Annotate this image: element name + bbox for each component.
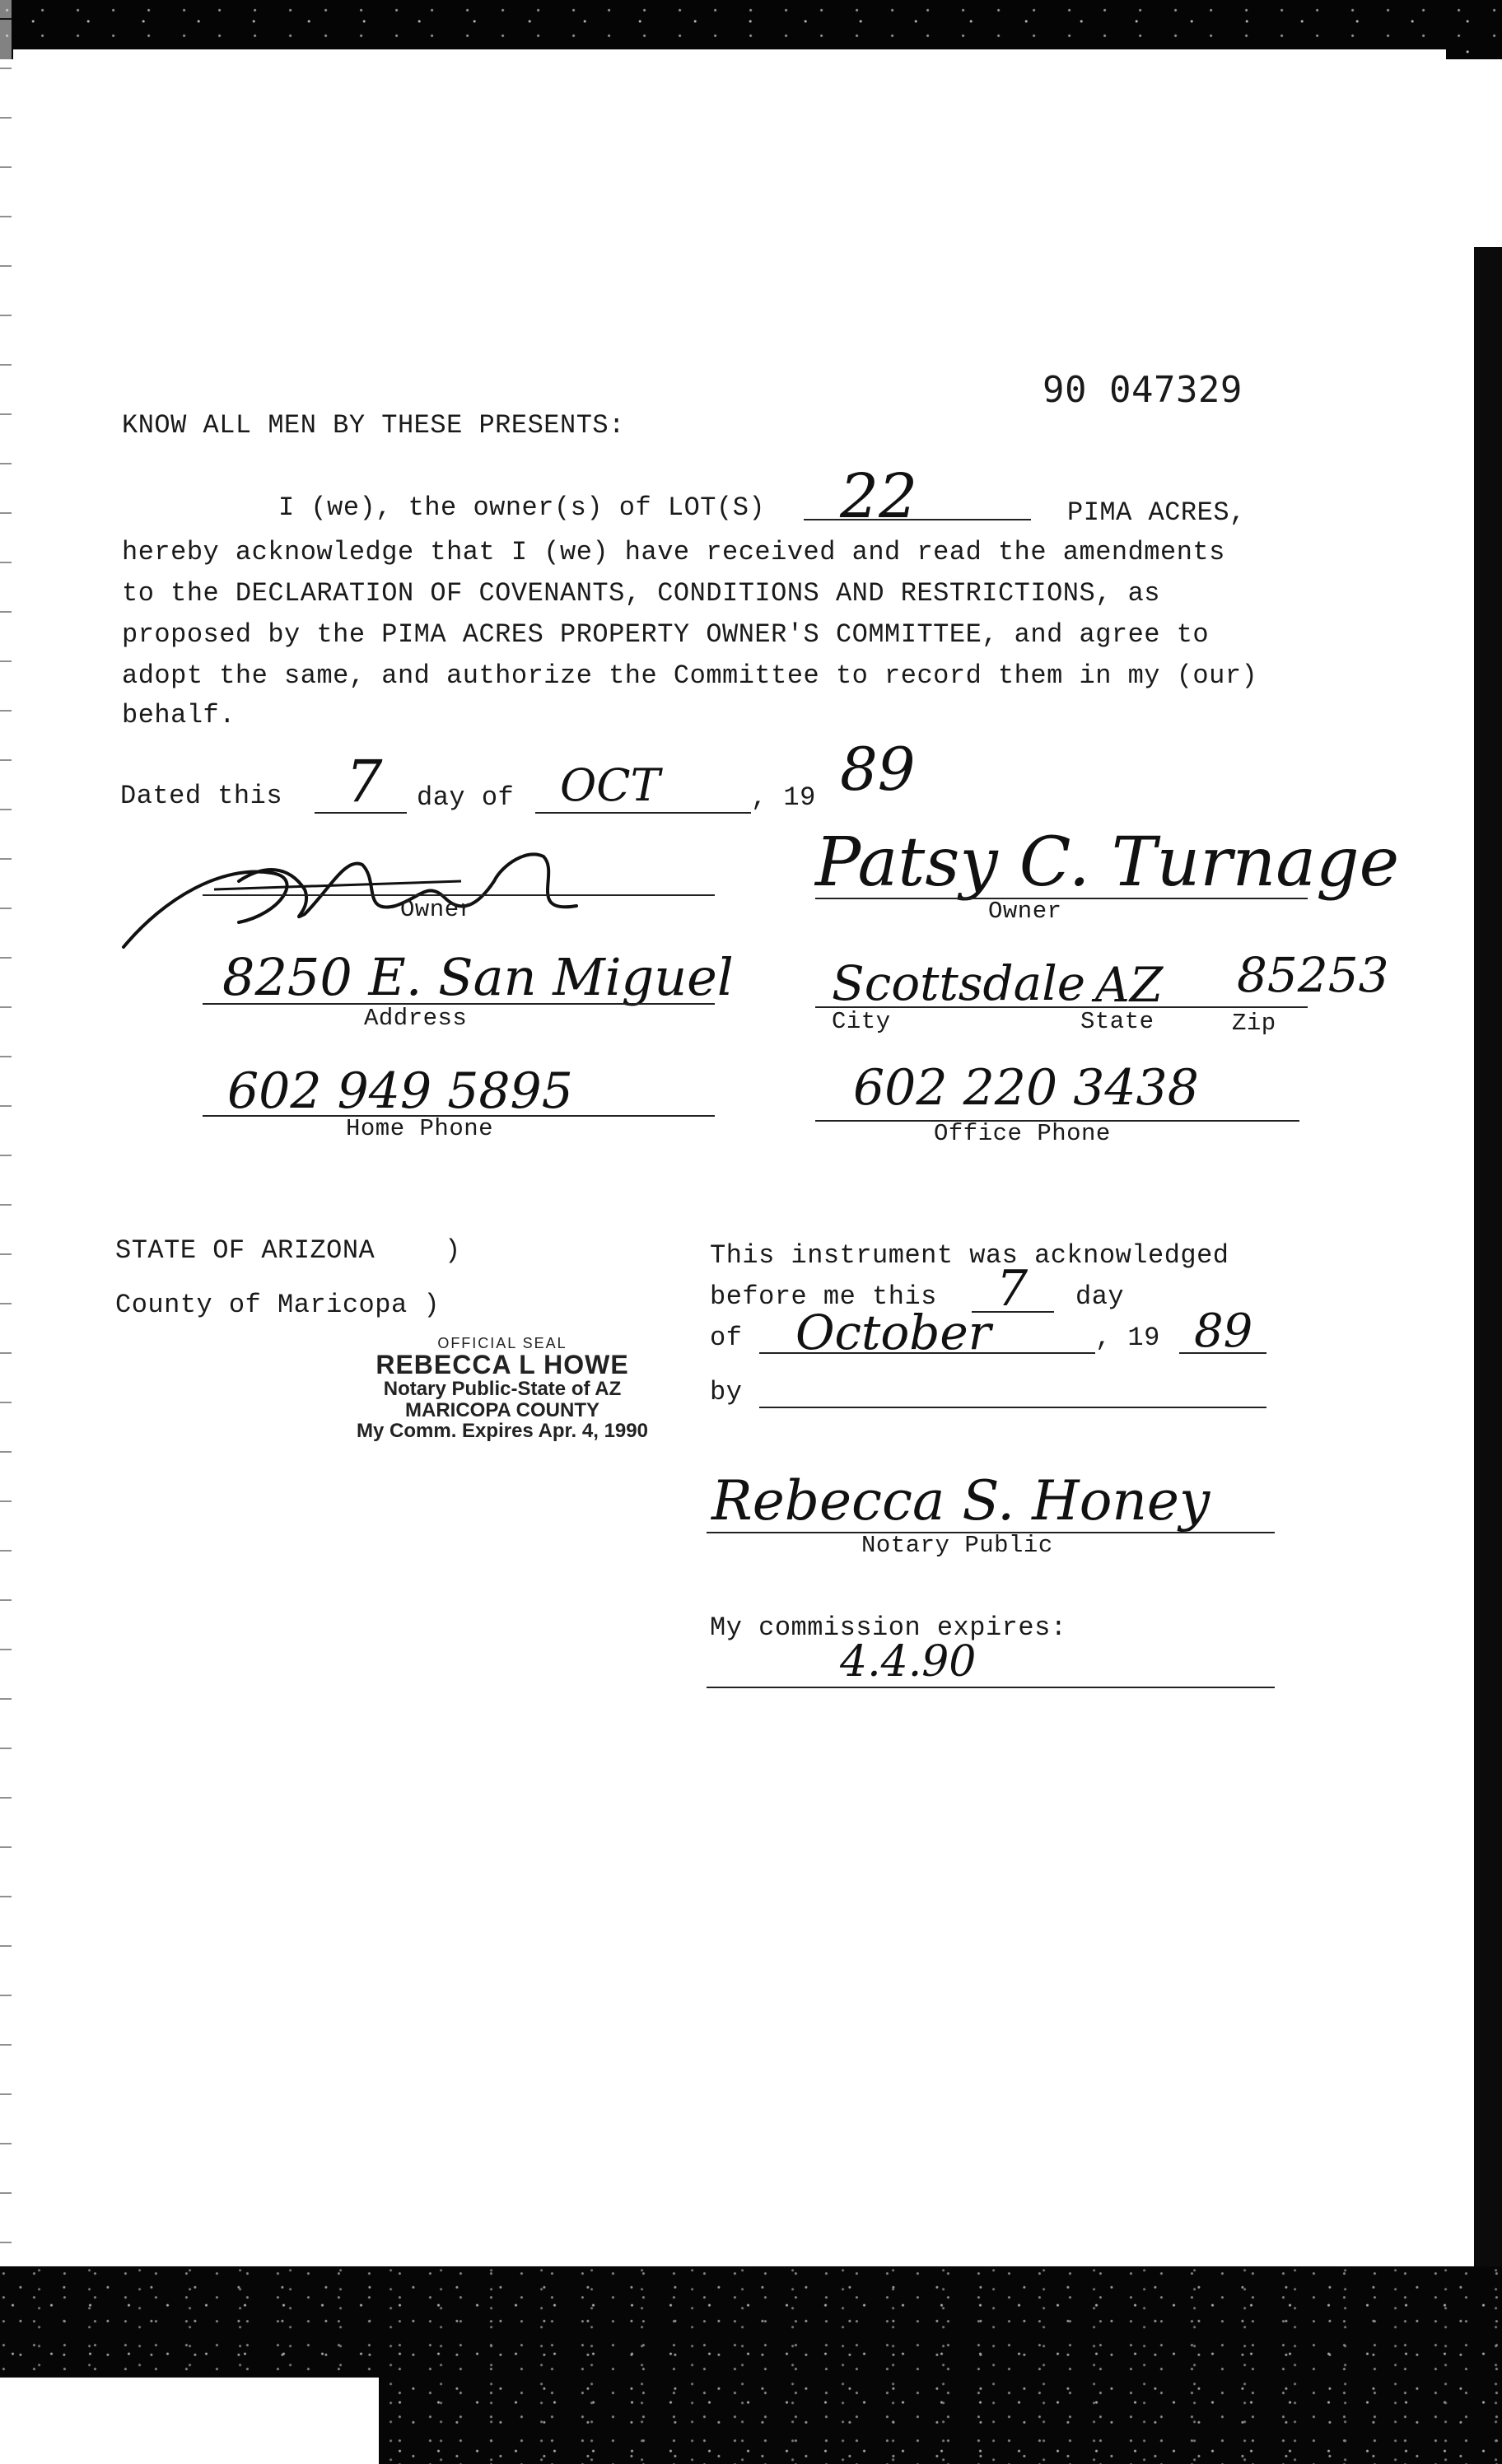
zip-label: Zip (1232, 1010, 1276, 1037)
dated-day-of: day of (417, 782, 515, 813)
home-phone-handwritten: 602 949 5895 (227, 1062, 573, 1120)
state-paren: ) (445, 1235, 461, 1266)
recording-number: 90 047329 (1043, 369, 1243, 411)
notary-signature: Rebecca S. Honey (711, 1469, 1210, 1533)
commission-label: My commission expires: (710, 1612, 1067, 1643)
ack-year-handwritten: 89 (1194, 1304, 1253, 1358)
body-line2: hereby acknowledge that I (we) have received and read the amendments (122, 537, 1225, 567)
commission-value-handwritten: 4.4.90 (840, 1637, 977, 1687)
body-line6: behalf. (122, 700, 236, 730)
commission-line (707, 1687, 1275, 1688)
ack-day-handwritten: 7 (996, 1260, 1029, 1318)
address-label: Address (364, 1005, 468, 1032)
scan-border-left (0, 0, 12, 2464)
county-of-maricopa: County of Maricopa ) (115, 1290, 441, 1320)
body-line5: adopt the same, and authorize the Committee to record them in my (our) (122, 660, 1258, 691)
ack-line1: This instrument was acknowledged (710, 1240, 1229, 1271)
scan-border-right (1474, 247, 1502, 2464)
address-handwritten: 8250 E. San Miguel (222, 947, 734, 1007)
seal-line3: Notary Public-State of AZ (383, 1378, 622, 1401)
state-handwritten: AZ (1095, 957, 1164, 1013)
scan-border-top-gap (13, 49, 1446, 66)
dated-prefix: Dated this (120, 781, 283, 811)
ack-month-handwritten: October (795, 1304, 991, 1360)
state-of-arizona: STATE OF ARIZONA (115, 1235, 376, 1266)
office-phone-label: Office Phone (934, 1120, 1111, 1147)
lot-number-handwritten: 22 (840, 461, 918, 532)
owner-2-signature: Patsy C. Turnage (815, 824, 1400, 902)
city-label: City (832, 1008, 891, 1035)
zip-handwritten: 85253 (1237, 947, 1389, 1003)
home-phone-label: Home Phone (346, 1115, 494, 1142)
dated-month-handwritten: OCT (560, 759, 660, 811)
seal-line5: My Comm. Expires Apr. 4, 1990 (357, 1419, 648, 1442)
ack-line3-b: , 19 (1095, 1323, 1160, 1353)
body-line1-a: I (we), the owner(s) of LOT(S) (278, 492, 766, 523)
seal-line4: MARICOPA COUNTY (405, 1398, 599, 1421)
by-label: by (710, 1377, 743, 1407)
office-phone-handwritten: 602 220 3438 (853, 1059, 1199, 1117)
heading: KNOW ALL MEN BY THESE PRESENTS: (122, 410, 625, 441)
dated-year-prefix: , 19 (751, 782, 816, 813)
dated-day-handwritten: 7 (346, 748, 383, 815)
scan-bottom-label-area (0, 2378, 379, 2464)
ack-line2-a: before me this (710, 1281, 937, 1312)
body-line1-b: PIMA ACRES, (1067, 497, 1246, 528)
city-handwritten: Scottsdale (832, 955, 1086, 1011)
body-line4: proposed by the PIMA ACRES PROPERTY OWNER'S COMMITTEE, and agree to (122, 619, 1210, 650)
ack-line3-a: of (710, 1323, 743, 1353)
owner-2-label: Owner (988, 898, 1062, 925)
by-line (759, 1407, 1266, 1408)
state-label: State (1080, 1008, 1154, 1035)
seal-line2: REBECCA L HOWE (376, 1349, 629, 1379)
ack-line2-b: day (1075, 1281, 1125, 1312)
notary-seal-stamp (321, 1336, 683, 1441)
seal-line1: OFFICIAL SEAL (437, 1335, 567, 1351)
notary-public-label: Notary Public (861, 1532, 1053, 1559)
body-line3: to the DECLARATION OF COVENANTS, CONDITIONS AND RESTRICTIONS, as (122, 578, 1160, 609)
dated-year-handwritten: 89 (840, 735, 916, 804)
owner-1-signature (115, 832, 609, 955)
owner-1-label: Owner (400, 896, 474, 923)
dated-month-line (535, 812, 751, 814)
